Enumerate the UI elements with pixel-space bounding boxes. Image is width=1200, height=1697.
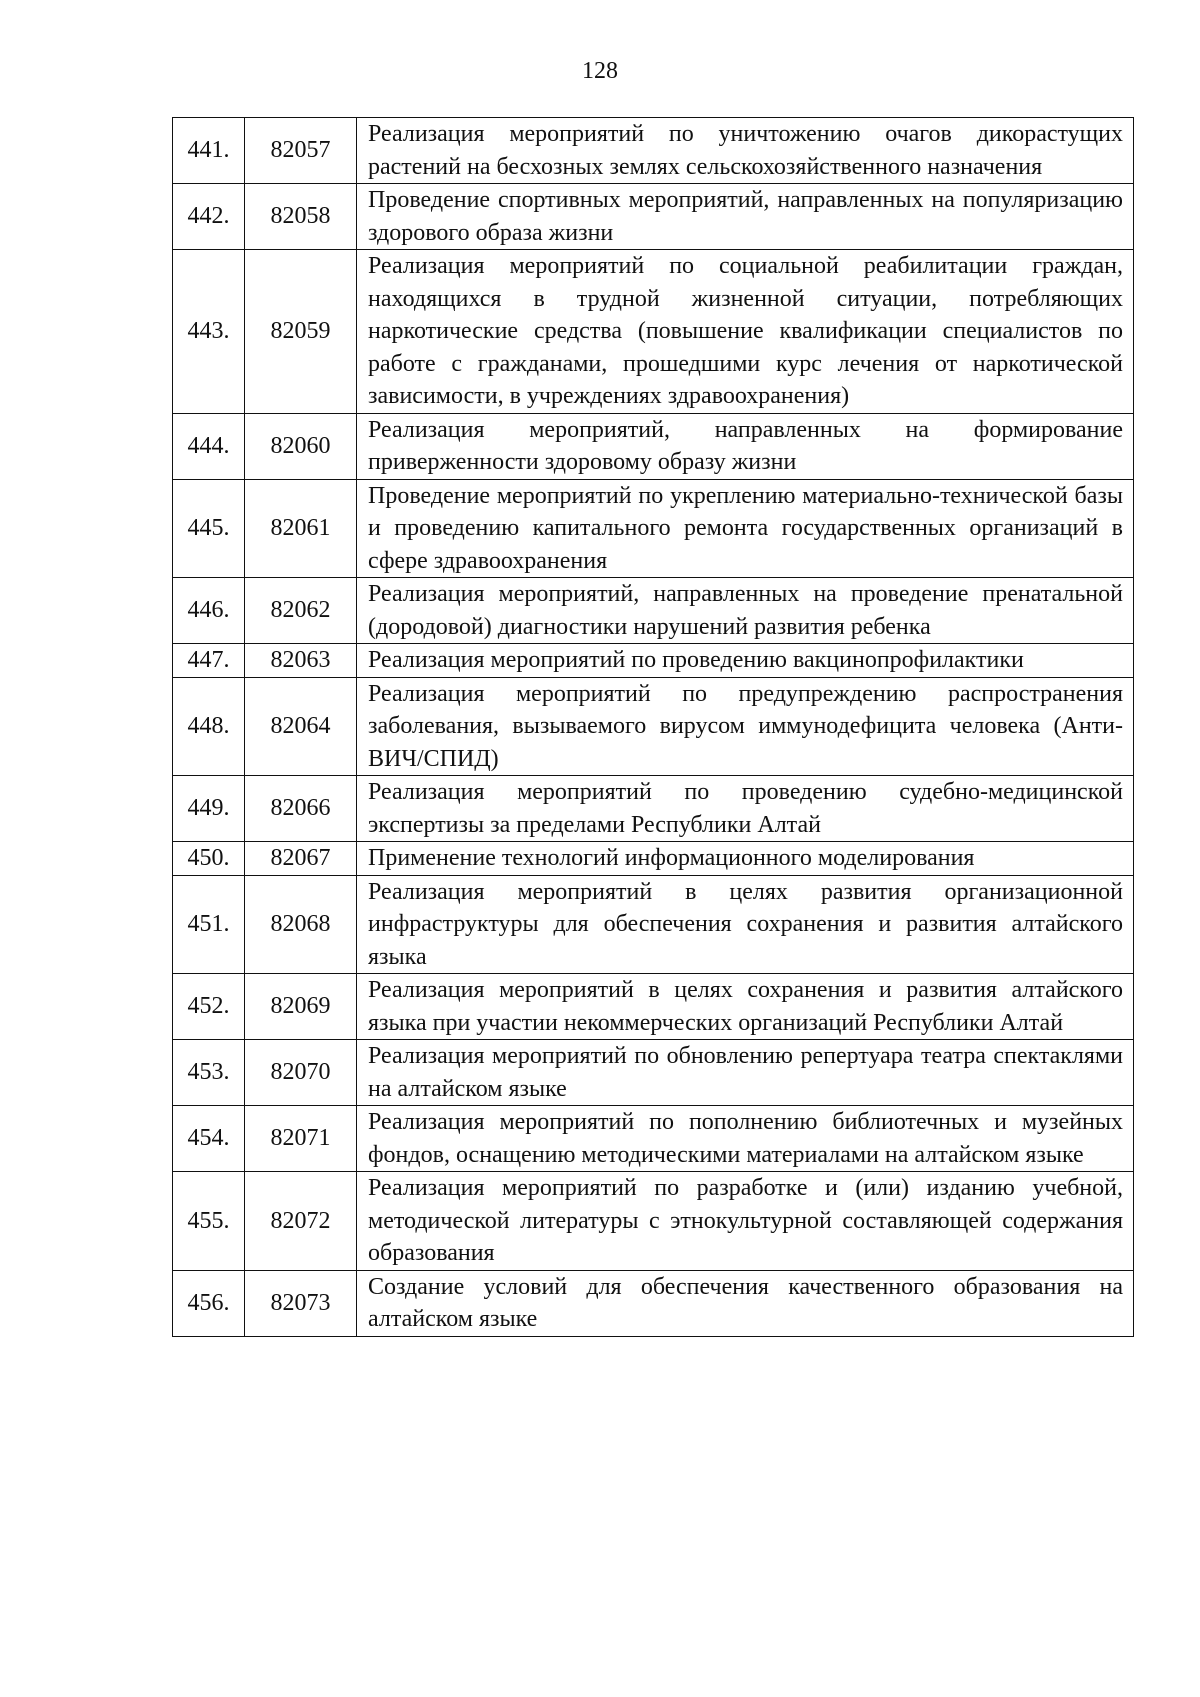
row-description: Проведение мероприятий по укреплению материально-технической базы и проведению капитального ремонта государственных организаций в сфере здравоохранения — [357, 479, 1134, 578]
row-description: Реализация мероприятий по разработке и (или) изданию учебной, методической литературы с этнокультурной составляющей содержания образования — [357, 1172, 1134, 1271]
table-row — [173, 974, 1134, 1040]
row-code: 82062 — [245, 578, 357, 644]
row-number: 451. — [173, 875, 245, 974]
table-row — [173, 479, 1134, 578]
row-description: Реализация мероприятий, направленных на проведение пренатальной (дородовой) диагностики нарушений развития ребенка — [357, 578, 1134, 644]
row-code: 82071 — [245, 1106, 357, 1172]
table-row — [173, 1172, 1134, 1271]
row-description: Создание условий для обеспечения качественного образования на алтайском языке — [357, 1270, 1134, 1336]
row-code: 82072 — [245, 1172, 357, 1271]
row-code: 82064 — [245, 677, 357, 776]
table-row — [173, 1106, 1134, 1172]
row-description: Реализация мероприятий по обновлению репертуара театра спектаклями на алтайском языке — [357, 1040, 1134, 1106]
row-code: 82058 — [245, 184, 357, 250]
row-description: Реализация мероприятий по уничтожению очагов дикорастущих растений на бесхозных землях сельскохозяйственного назначения — [357, 118, 1134, 184]
row-code: 82068 — [245, 875, 357, 974]
row-description: Реализация мероприятий по проведению вакцинопрофилактики — [357, 644, 1134, 678]
row-code: 82061 — [245, 479, 357, 578]
row-number: 454. — [173, 1106, 245, 1172]
row-description: Проведение спортивных мероприятий, направленных на популяризацию здорового образа жизни — [357, 184, 1134, 250]
table-row — [173, 842, 1134, 876]
table-row — [173, 875, 1134, 974]
row-description: Реализация мероприятий по проведению судебно-медицинской экспертизы за пределами Республики Алтай — [357, 776, 1134, 842]
row-code: 82057 — [245, 118, 357, 184]
table-row — [173, 413, 1134, 479]
table-row — [173, 677, 1134, 776]
row-description: Реализация мероприятий по пополнению библиотечных и музейных фондов, оснащению методическими материалами на алтайском языке — [357, 1106, 1134, 1172]
page-number: 128 — [582, 58, 618, 84]
row-number: 453. — [173, 1040, 245, 1106]
row-number: 456. — [173, 1270, 245, 1336]
row-description: Реализация мероприятий по социальной реабилитации граждан, находящихся в трудной жизненной ситуации, потребляющих наркотические средства (повышение квалификации специалистов по работе с гражданами, прошедшими курс лечения от наркотической зависимости, в учреждениях здравоохранения) — [357, 250, 1134, 414]
row-number: 452. — [173, 974, 245, 1040]
table-row — [173, 250, 1134, 414]
row-number: 447. — [173, 644, 245, 678]
row-number: 445. — [173, 479, 245, 578]
row-number: 449. — [173, 776, 245, 842]
table-row — [173, 578, 1134, 644]
row-code: 82063 — [245, 644, 357, 678]
table-row — [173, 1040, 1134, 1106]
row-number: 448. — [173, 677, 245, 776]
row-code: 82060 — [245, 413, 357, 479]
row-code: 82070 — [245, 1040, 357, 1106]
row-description: Применение технологий информационного моделирования — [357, 842, 1134, 876]
row-description: Реализация мероприятий по предупреждению распространения заболевания, вызываемого вирусом иммунодефицита человека (Анти-ВИЧ/СПИД) — [357, 677, 1134, 776]
row-number: 455. — [173, 1172, 245, 1271]
row-description: Реализация мероприятий в целях сохранения и развития алтайского языка при участии некоммерческих организаций Республики Алтай — [357, 974, 1134, 1040]
row-number: 446. — [173, 578, 245, 644]
row-number: 444. — [173, 413, 245, 479]
row-number: 443. — [173, 250, 245, 414]
table-row — [173, 644, 1134, 678]
row-code: 82067 — [245, 842, 357, 876]
document-table — [172, 117, 1134, 1337]
row-description: Реализация мероприятий, направленных на формирование приверженности здоровому образу жизни — [357, 413, 1134, 479]
table-row — [173, 1270, 1134, 1336]
table-row — [173, 184, 1134, 250]
row-number: 442. — [173, 184, 245, 250]
row-code: 82066 — [245, 776, 357, 842]
row-number: 441. — [173, 118, 245, 184]
row-code: 82059 — [245, 250, 357, 414]
table-row — [173, 776, 1134, 842]
row-code: 82069 — [245, 974, 357, 1040]
row-code: 82073 — [245, 1270, 357, 1336]
row-number: 450. — [173, 842, 245, 876]
row-description: Реализация мероприятий в целях развития организационной инфраструктуры для обеспечения сохранения и развития алтайского языка — [357, 875, 1134, 974]
table-row — [173, 118, 1134, 184]
